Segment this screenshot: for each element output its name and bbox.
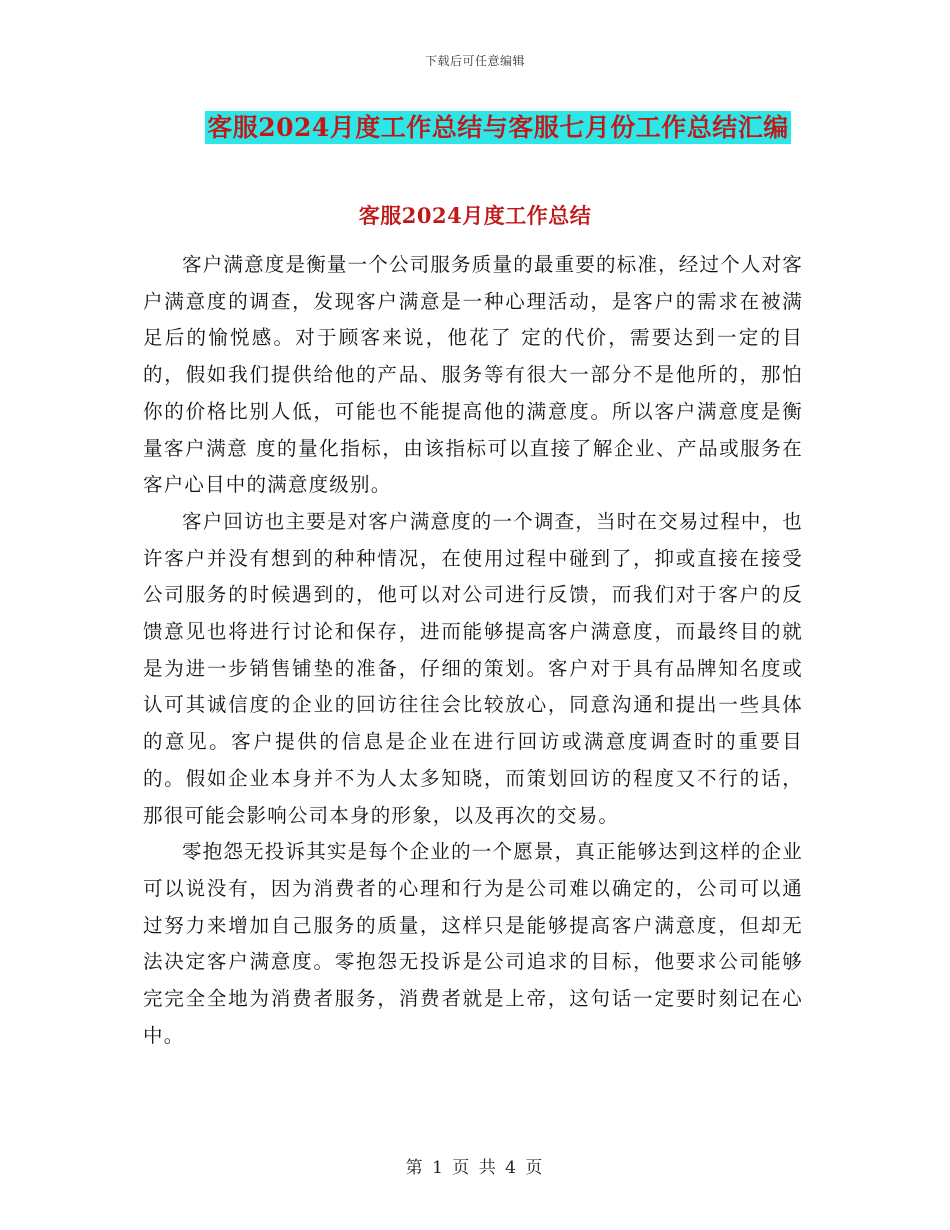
document-body <box>143 247 803 1054</box>
main-title-container <box>0 111 950 144</box>
paragraph-2: 客户回访也主要是对客户满意度的一个调查，当时在交易过程中，也许客户并没有想到的种种情况，在使用过程中碰到了，抑或直接在接受公司服务的时候遇到的，他可以对公司进行反馈，而我们对于客户的反馈意见也将进行讨论和保存，进而能够提高客户满意度，而最终目的就是为进一步销售铺垫的准备，仔细的策划。客户对于具有品牌知名度或认可其诚信度的企业的回访往往会比较放心，同意沟通和提出一些具体的意见。客户提供的信息是企业在进行回访或满意度调查时的重要目的。假如企业本身并不为人太多知晓，而策划回访的程度又不行的话，那很可能会影响公司本身的形象，以及再次的交易。 <box>143 509 804 827</box>
section-title: 客服2024月度工作总结 <box>358 203 592 228</box>
paragraph-3: 零抱怨无投诉其实是每个企业的一个愿景，真正能够达到这样的企业可以说没有，因为消费者的心理和行为是公司难以确定的，公司可以通过努力来增加自己服务的质量，这样只是能够提高客户满意度，但却无法决定客户满意度。零抱怨无投诉是公司追求的目标，他要求公司能够完完全全地为消费者服务，消费者就是上帝，这句话一定要时刻记在心中。 <box>143 840 804 1047</box>
paragraph-1: 客户满意度是衡量一个公司服务质量的最重要的标准，经过个人对客户满意度的调查，发现客户满意是一种心理活动，是客户的需求在被满足后的愉悦感。对于顾客来说，他花了 定的代价，需要达到一定的目的，假如我们提供给他的产品、服务等有很大一部分不是他所的，那怕你的价格比别人低，可能也不能提高他的满意度。所以客户满意度是衡量客户满意 度的量化指标，由该指标可以直接了解企业、产品或服务在客户心目中的满意度级别。 <box>143 253 804 497</box>
header-note: 下载后可任意编辑 <box>424 54 525 68</box>
page-footer: 第 1 页 共 4 页 <box>405 1158 545 1178</box>
main-title: 客服2024月度工作总结与客服七月份工作总结汇编 <box>207 113 789 142</box>
